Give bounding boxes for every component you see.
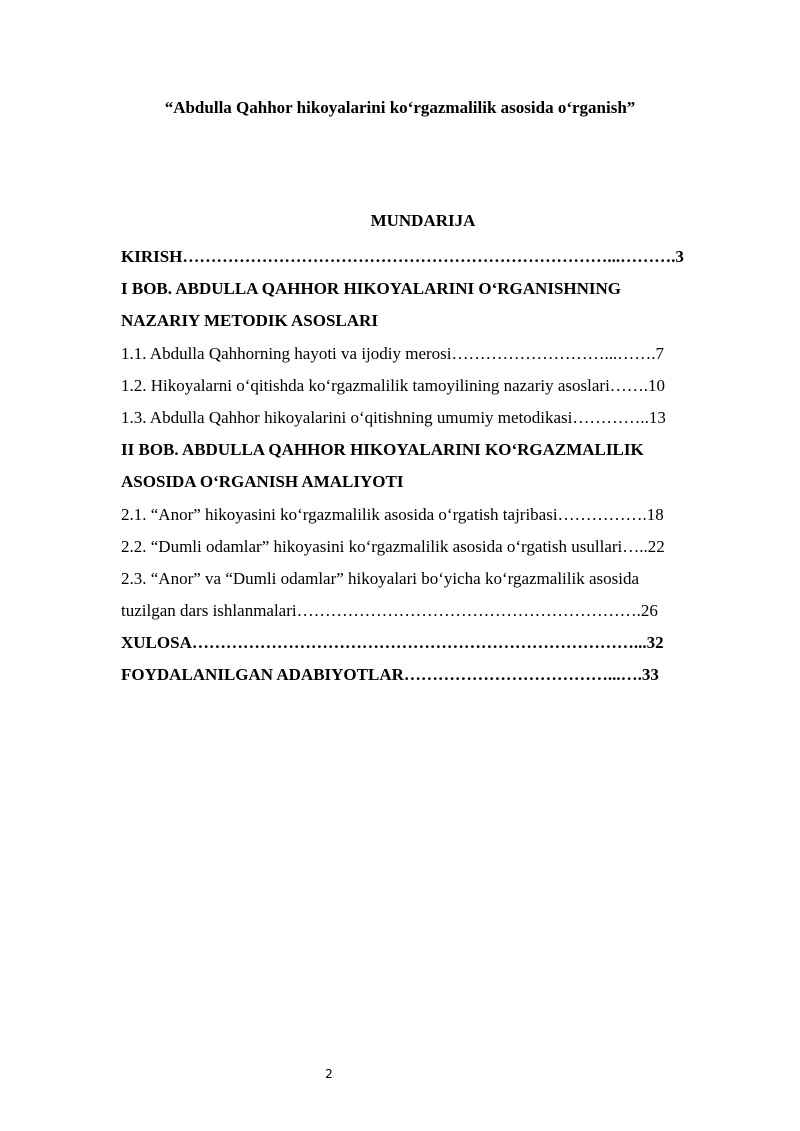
toc-entry-2-3-line-1: 2.3. “Anor” va “Dumli odamlar” hikoyalari bo‘yicha ko‘rgazmalilik asosida <box>121 568 640 588</box>
table-of-contents <box>121 241 725 692</box>
toc-heading: MUNDARIJA <box>370 211 476 230</box>
document-title: “Abdulla Qahhor hikoyalarini ko‘rgazmalilik asosida o‘rganish” <box>164 98 636 117</box>
toc-entry-1-1: 1.1. Abdulla Qahhorning hayoti va ijodiy merosi………………………...…….7 <box>121 343 665 363</box>
toc-entry-1-2: 1.2. Hikoyalarni o‘qitishda ko‘rgazmalilik tamoyilining nazariy asoslari…….10 <box>121 375 666 395</box>
toc-entry-chapter-1-line-2: NAZARIY METODIK ASOSLARI <box>121 311 378 331</box>
toc-entry-2-3-line-2: tuzilgan dars ishlanmalari…………………………………………………….26 <box>121 601 658 621</box>
toc-entry-kirish: KIRISH…………………………………………………………………...……….3 <box>121 247 684 266</box>
toc-entry-2-1: 2.1. “Anor” hikoyasini ko‘rgazmalilik asosida o‘rgatish tajribasi…………….18 <box>121 504 664 524</box>
toc-entry-1-3: 1.3. Abdulla Qahhor hikoyalarini o‘qitishning umumiy metodikasi…………..13 <box>121 407 666 427</box>
toc-entry-xulosa: XULOSA……………………………………………………………………...32 <box>121 633 664 653</box>
toc-entry-adabiyotlar: FOYDALANILGAN ADABIYOTLAR………………………………...….33 <box>121 665 659 685</box>
page-number: 2 <box>325 1067 333 1081</box>
toc-entry-2-2: 2.2. “Dumli odamlar” hikoyasini ko‘rgazmalilik asosida o‘rgatish usullari…..22 <box>121 536 665 556</box>
toc-entry-chapter-1-line-1: I BOB. ABDULLA QAHHOR HIKOYALARINI O‘RGANISHNING <box>121 279 622 299</box>
toc-entry-chapter-2-line-1: II BOB. ABDULLA QAHHOR HIKOYALARINI KO‘RGAZMALILIK <box>121 440 644 460</box>
toc-entry-chapter-2-line-2: ASOSIDA O‘RGANISH AMALIYOTI <box>121 472 404 492</box>
